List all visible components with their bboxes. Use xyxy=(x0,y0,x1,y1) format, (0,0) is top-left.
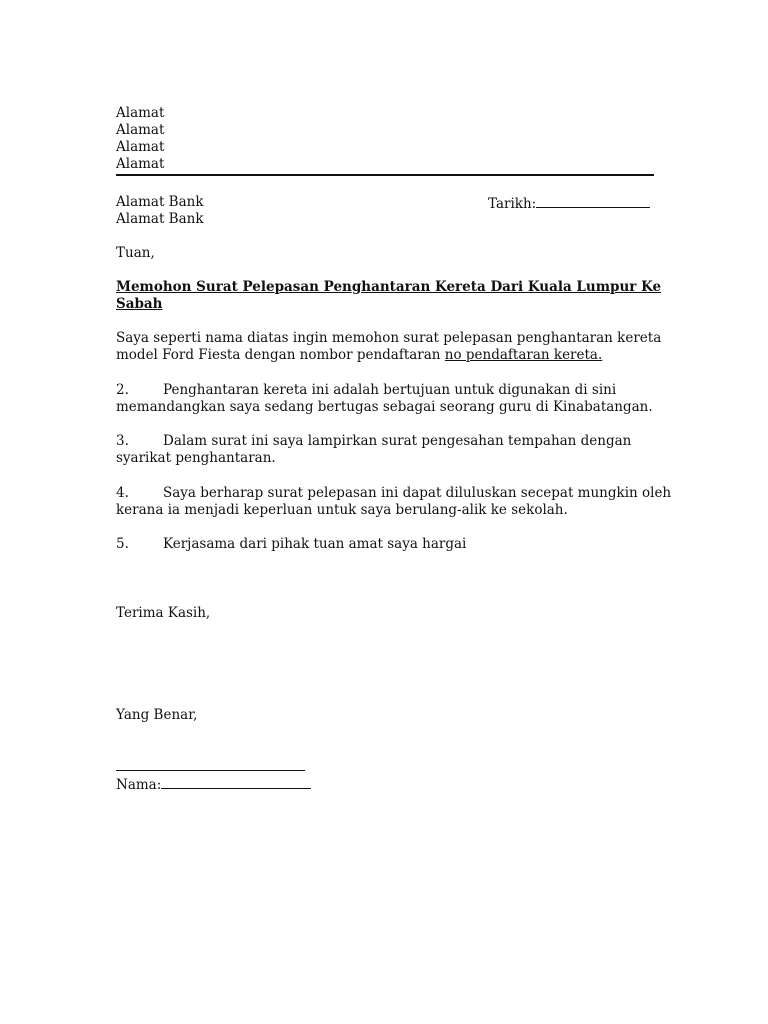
subject-line-2 xyxy=(116,296,163,313)
point-3-number: 3. xyxy=(116,433,129,449)
salutation: Tuan, xyxy=(116,245,155,261)
point-3-text-1: Dalam surat ini saya lampirkan surat pengesahan tempahan dengan xyxy=(163,433,632,449)
point-3-line-2: syarikat penghantaran. xyxy=(116,450,276,466)
registration-number-placeholder: no pendaftaran kereta. xyxy=(444,347,603,363)
bank-address-line-2: Alamat Bank xyxy=(116,211,204,227)
date-label: Tarikh: xyxy=(488,196,537,212)
point-4-text-1: Saya berharap surat pelepasan ini dapat diluluskan secepat mungkin oleh xyxy=(163,485,672,501)
point-4-line-2: kerana ia menjadi keperluan untuk saya berulang-alik ke sekolah. xyxy=(116,502,568,518)
intro-line-2 xyxy=(116,347,602,364)
sender-address-line-1: Alamat xyxy=(116,105,165,121)
point-2-text-1: Penghantaran kereta ini adalah bertujuan untuk digunakan di sini xyxy=(163,382,617,398)
closing-yours: Yang Benar, xyxy=(116,707,198,723)
point-5-text-1: Kerjasama dari pihak tuan amat saya hargai xyxy=(163,536,467,552)
bank-address-line-1: Alamat Bank xyxy=(116,194,204,210)
point-3-line-1 xyxy=(116,433,631,450)
intro-line-2-prefix: model Ford Fiesta dengan nombor pendaftaran xyxy=(116,347,445,363)
header-divider xyxy=(116,174,654,176)
sender-address-line-4: Alamat xyxy=(116,156,165,172)
subject-line-1 xyxy=(116,279,661,296)
subject-text-2: Sabah xyxy=(116,296,163,312)
date-field xyxy=(488,194,650,213)
point-2-number: 2. xyxy=(116,382,129,398)
closing-thanks: Terima Kasih, xyxy=(116,605,211,621)
date-blank-line xyxy=(536,194,650,208)
name-field xyxy=(116,775,311,794)
point-2-line-2: memandangkan saya sedang bertugas sebagai seorang guru di Kinabatangan. xyxy=(116,399,653,415)
name-blank-line xyxy=(161,775,311,789)
intro-line-1: Saya seperti nama diatas ingin memohon surat pelepasan penghantaran kereta xyxy=(116,330,662,346)
name-label: Nama: xyxy=(116,777,162,793)
point-4-number: 4. xyxy=(116,485,129,501)
sender-address-line-2: Alamat xyxy=(116,122,165,138)
subject-text-1: Memohon Surat Pelepasan Penghantaran Kereta Dari Kuala Lumpur Ke xyxy=(116,279,662,295)
point-4-line-1 xyxy=(116,485,671,502)
signature-line xyxy=(116,770,305,771)
point-2-line-1 xyxy=(116,382,616,399)
sender-address-line-3: Alamat xyxy=(116,139,165,155)
point-5-number: 5. xyxy=(116,536,129,552)
point-5-line-1 xyxy=(116,536,466,553)
